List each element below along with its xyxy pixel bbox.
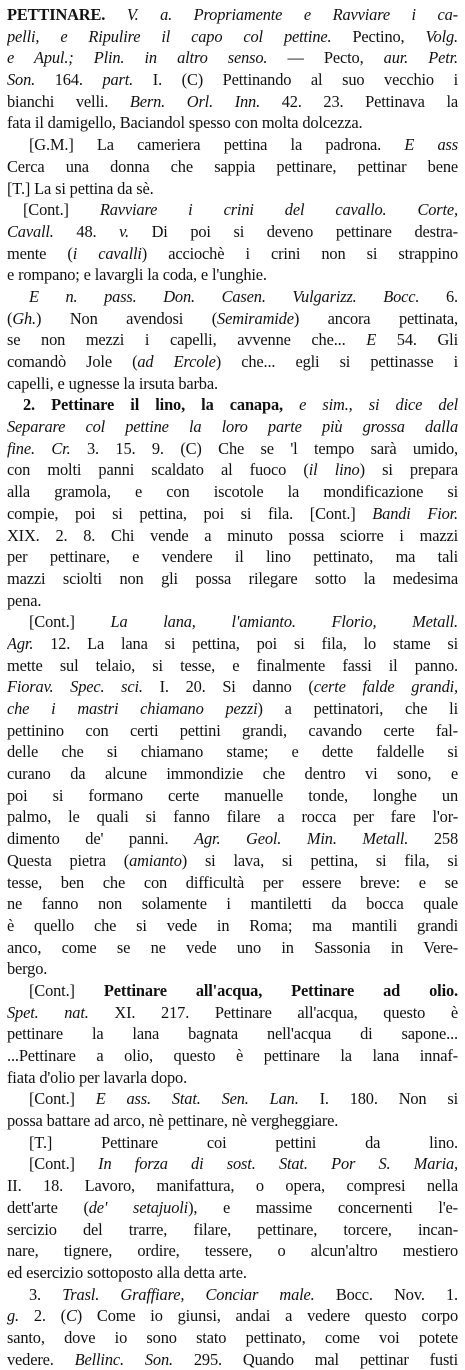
text-line: [7, 438, 458, 460]
body-text: Pectino,: [331, 26, 426, 46]
text-line: [7, 676, 458, 698]
italic-text: Trasl. Graffiare, Conciar male.: [62, 1284, 315, 1304]
body-text: [T.] Pettinare coi pettini da lino.: [29, 1132, 458, 1152]
body-text: delle che si chiamano stame; e dette faldelle si: [7, 742, 458, 762]
body-text: sercizio del trarre, filare, pettinare, torcere, incan-: [7, 1219, 458, 1239]
body-text: e rompano; e lavargli la coda, e l'unghie.: [7, 265, 267, 285]
body-text: ) Non avendosi (: [36, 308, 218, 328]
body-text: 3.: [29, 1284, 63, 1304]
text-line: [7, 741, 458, 763]
text-line: [7, 958, 458, 980]
body-text: possa battare ad arco, nè pettinare, nè vergheggiare.: [7, 1111, 339, 1131]
body-text: I. (C) Pettinando al suo vecchio i: [133, 70, 458, 90]
body-text: compie, poi si pettina, poi si fila. [Cont.]: [7, 503, 373, 523]
text-line: [7, 134, 458, 156]
text-line: [7, 1305, 458, 1327]
text-line: [7, 1240, 458, 1262]
text-line: [7, 221, 458, 243]
text-line: [7, 1219, 458, 1241]
body-text: dimento de' panni.: [7, 829, 195, 849]
body-text: capelli, e ugnesse la irsuta barba.: [7, 373, 218, 393]
body-text: [Cont.]: [29, 1154, 99, 1174]
body-text: I. 180. Non si: [298, 1089, 458, 1109]
italic-text: La lana, l'amianto. Florio, Metall.: [110, 612, 458, 632]
italic-text: fine. Cr.: [7, 438, 71, 458]
text-line: [7, 26, 458, 48]
text-line: [7, 590, 458, 612]
text-line: [7, 633, 458, 655]
italic-text: Volg.: [425, 26, 458, 46]
body-text: [Cont.]: [23, 200, 100, 220]
body-text: ), e massime concernenti l'e-: [188, 1197, 458, 1217]
body-text: 48.: [53, 221, 120, 241]
text-line: [7, 872, 458, 894]
italic-text: certe falde grandi,: [313, 677, 458, 697]
text-line: [7, 1153, 458, 1175]
italic-text: Fiorav. Spec. sci.: [7, 677, 143, 697]
text-line: [7, 611, 458, 633]
text-line: [7, 112, 458, 134]
body-text: [Cont.]: [29, 1089, 96, 1109]
body-text: (: [7, 308, 13, 328]
body-text: alla gramola, e con iscotole la mondificazione si: [7, 482, 458, 502]
body-text: palmo, le quali si fanno filare a rocca per fare l'or-: [7, 807, 458, 827]
text-line: [7, 91, 458, 113]
body-text: 42. 23. Pettinava la: [260, 91, 458, 111]
body-text: mazzi sciolti non gli possa rilegare sotto la medesima: [7, 568, 458, 588]
italic-text: part.: [102, 70, 134, 90]
text-line: [7, 373, 458, 395]
body-text: Cerca una donna che sappia pettinare, pettinar bene: [7, 156, 458, 176]
text-line: [7, 459, 458, 481]
text-line: [7, 1045, 458, 1067]
body-text: fata il damigello, Baciandol spesso con molta dolcezza.: [7, 113, 363, 133]
body-text: [Cont.]: [29, 980, 104, 1000]
text-line: [7, 980, 458, 1002]
body-text: ...Pettinare a olio, questo è pettinare la lana innaf-: [7, 1046, 458, 1065]
italic-text: il lino: [308, 460, 360, 480]
body-text: pettinino con certi pettini grandi, cavando certe fal-: [7, 720, 458, 740]
italic-text: E ass: [404, 135, 458, 155]
body-text: I. 20. Si danno (: [142, 677, 314, 697]
body-text: con molti panni scaldato al fuoco (: [7, 460, 309, 480]
body-text: santo, dove io sono stato pettinato, come voi potete: [7, 1327, 458, 1347]
body-text: XI. 217. Pettinare all'acqua, questo è: [88, 1002, 458, 1022]
italic-text: Separare col pettine la loro parte più grossa dalla: [7, 417, 458, 437]
body-text: Di poi si deveno pettinare destra-: [128, 221, 458, 241]
text-line: [7, 1132, 458, 1154]
text-line: [7, 915, 458, 937]
body-text: ) si prepara: [359, 460, 458, 480]
text-line: [7, 1349, 458, 1370]
italic-text: E: [366, 330, 377, 350]
italic-text: Bellinc. Son.: [74, 1349, 173, 1369]
body-text: II. 18. Lavoro, manifattura, o opera, compresi nella: [7, 1176, 458, 1196]
body-text: è quello che si vede in Roma; ma mantili grandi: [7, 915, 458, 935]
body-text: curano da alcune immondizie che dentro vi sono, e: [7, 764, 458, 784]
body-text: mette sul telaio, si tesse, e finalmente fassi il panno.: [7, 655, 458, 675]
text-line: [7, 243, 458, 265]
text-line: [7, 69, 458, 91]
body-text: dett'arte (: [7, 1197, 89, 1217]
body-text: poi si formano certe manuelle tonde, longhe un: [7, 785, 458, 805]
text-line: [7, 1197, 458, 1219]
italic-text: Spet. nat.: [7, 1002, 89, 1022]
text-line: [7, 546, 458, 568]
italic-text: Cavall.: [7, 221, 54, 241]
text-line: [7, 937, 458, 959]
body-text: bergo.: [7, 959, 48, 979]
italic-text: g.: [7, 1306, 19, 1326]
italic-text: de' setajuoli: [88, 1197, 189, 1217]
body-text: comandò Jole (: [7, 352, 138, 371]
body-text: 164.: [35, 70, 103, 90]
italic-text: che i mastri chiamano pezzi: [7, 699, 258, 718]
text-line: [7, 503, 458, 525]
body-text: fiata d'olio per lavarla dopo.: [7, 1067, 188, 1087]
text-line: [7, 850, 458, 872]
text-line: [7, 1067, 458, 1089]
body-text: [T.] La si pettina da sè.: [7, 178, 154, 198]
italic-text: Agr. Geol. Min. Metall.: [194, 829, 409, 849]
italic-text: e sim., si dice del: [282, 395, 458, 415]
body-text: anco, come se ne vede uno in Sassonia in Vere-: [7, 937, 458, 957]
body-text: ne fanno non solamente i mantiletti da bocca quale: [7, 894, 458, 914]
body-text: Questa pietra (: [7, 850, 130, 870]
text-line: [7, 785, 458, 807]
text-line: [7, 1002, 458, 1024]
italic-text: Bandi Fior.: [372, 503, 458, 523]
body-text: ) Come io giunsi, andai a vedere questo corpo: [76, 1306, 458, 1326]
text-line: [7, 178, 458, 200]
italic-text: aur. Petr.: [383, 48, 458, 68]
italic-text: pelli, e Ripulire il capo col pettine.: [7, 26, 332, 46]
text-line: [7, 481, 458, 503]
bold-text: PETTINARE.: [7, 5, 106, 24]
italic-text: E n. pass. Don. Casen. Vulgarizz. Bocc.: [29, 286, 420, 306]
body-text: Bocc. Nov. 1.: [314, 1284, 458, 1304]
text-line: [7, 416, 458, 438]
bold-text: 2. Pettinare il lino, la canapa,: [23, 395, 283, 415]
body-text: ) a pettinatori, che li: [257, 699, 458, 718]
body-text: 6.: [419, 286, 458, 306]
text-line: [7, 893, 458, 915]
body-text: se non mezzi i capelli, avvenne che...: [7, 330, 367, 350]
text-line: [7, 1110, 458, 1132]
body-text: tesse, ben che con difficultà per essere breve: e se: [7, 872, 458, 892]
text-line: [7, 308, 458, 330]
text-line: [7, 568, 458, 590]
italic-text: In forza di sost. Stat. Por S. Maria,: [98, 1154, 458, 1174]
italic-text: Son.: [7, 70, 36, 90]
body-text: vedere.: [7, 1349, 75, 1369]
body-text: — Pecto,: [267, 48, 384, 68]
text-line: [7, 806, 458, 828]
italic-text: E ass. Stat. Sen. Lan.: [95, 1089, 299, 1109]
body-text: 54. Gli: [376, 330, 458, 350]
italic-text: i cavalli: [72, 243, 142, 263]
italic-text: Bern. Orl. Inn.: [129, 91, 261, 111]
italic-text: ad Ercole: [137, 352, 216, 371]
text-line: [7, 1284, 458, 1306]
body-text: 258: [408, 829, 458, 849]
body-text: XIX. 2. 8. Chi vende a minuto possa sciorre i mazzi: [7, 525, 458, 545]
text-line: [7, 655, 458, 677]
text-line: [7, 1023, 458, 1045]
text-line: [7, 828, 458, 850]
text-line: [7, 351, 458, 373]
body-text: [G.M.] La cameriera pettina la padrona.: [29, 135, 405, 155]
text-line: [7, 286, 458, 308]
body-text: 12. La lana si pettina, poi si fila, lo stame si: [33, 633, 458, 653]
text-line: [7, 720, 458, 742]
text-line: [7, 264, 458, 286]
body-text: bianchi velli.: [7, 91, 130, 111]
text-line: [7, 4, 458, 26]
body-text: pettinare la lana bagnata nell'acqua di sapone...: [7, 1024, 458, 1044]
italic-text: Gh.: [12, 308, 36, 328]
text-line: [7, 1262, 458, 1284]
italic-text: amianto: [129, 850, 182, 870]
body-text: ) ancora pettinata,: [293, 308, 458, 328]
body-text: 2. (: [19, 1306, 66, 1326]
body-text: ed esercizio sottoposto alla detta arte.: [7, 1262, 247, 1282]
bold-text: Pettinare all'acqua, Pettinare ad olio.: [103, 980, 458, 1000]
body-text: 3. 15. 9. (C) Che se 'l tempo sarà umido,: [70, 438, 458, 458]
text-line: [7, 1088, 458, 1110]
italic-text: C: [65, 1306, 77, 1326]
body-text: [Cont.]: [29, 612, 111, 632]
text-line: [7, 394, 458, 416]
italic-text: v.: [119, 221, 129, 241]
text-line: [7, 525, 458, 547]
text-line: [7, 156, 458, 178]
body-text: nare, tignere, ordire, tessere, o alcun'altro mestiero: [7, 1241, 458, 1261]
body-text: 295. Quando mal pettinar fusti: [172, 1349, 458, 1369]
text-line: [7, 1327, 458, 1349]
italic-text: Ravviare i crini del cavallo. Corte,: [99, 200, 458, 220]
body-text: pena.: [7, 590, 42, 610]
text-line: [7, 329, 458, 351]
text-line: [7, 47, 458, 69]
italic-text: Semiramide: [217, 308, 294, 328]
text-line: [7, 763, 458, 785]
italic-text: e Apul.; Plin. in altro senso.: [7, 48, 268, 68]
italic-text: V. a. Propriamente e Ravviare i ca-: [105, 5, 458, 24]
body-text: per pettinare, e vendere il lino pettinato, ma tali: [7, 547, 458, 567]
text-line: [7, 1175, 458, 1197]
body-text: ) acciochè i crini non si strappino: [141, 243, 458, 263]
italic-text: Agr.: [7, 633, 34, 653]
body-text: mente (: [7, 243, 73, 263]
text-line: [7, 199, 458, 221]
body-text: ) si lava, si pettina, si fila, si: [181, 850, 458, 870]
body-text: ) che... egli si pettinasse i: [215, 352, 458, 371]
text-line: [7, 698, 458, 720]
